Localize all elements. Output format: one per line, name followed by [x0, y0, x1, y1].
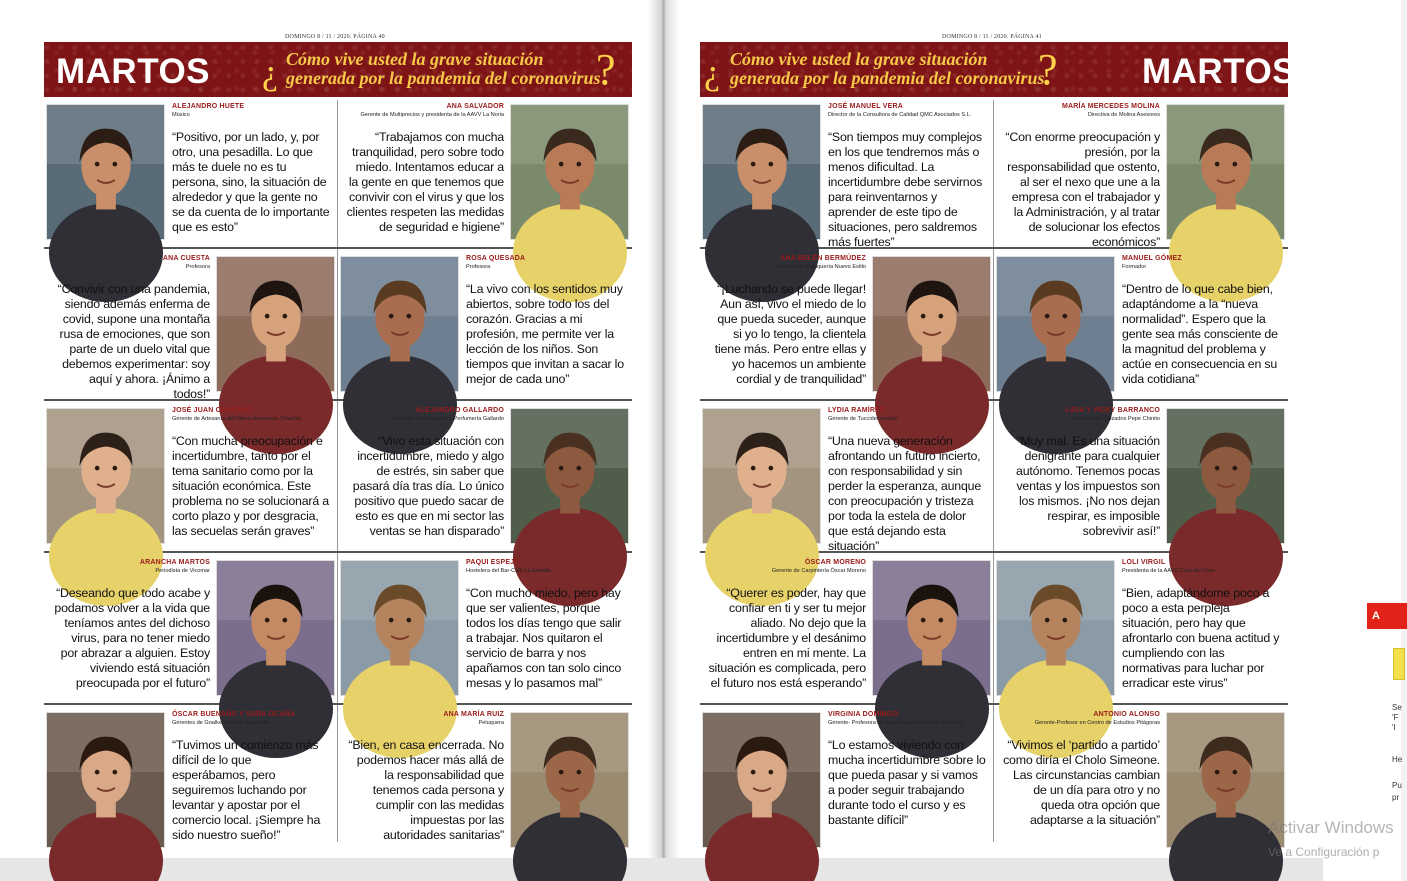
person-role: Hostelera del Bar-Café La Estrella — [466, 568, 551, 574]
person-role: Directiva de Molina Asesores — [1087, 112, 1160, 118]
portrait-photo — [1166, 408, 1285, 544]
person-name: ANA SALVADOR — [446, 103, 504, 110]
person-role: Gerente de Droguería y Perfumería Gallardo — [393, 416, 504, 422]
portrait-photo — [510, 104, 629, 240]
portrait-photo — [872, 256, 991, 392]
portrait-photo — [996, 256, 1115, 392]
portrait-photo — [46, 712, 165, 848]
person-name: PAQUI ESPEJO — [466, 559, 521, 566]
person-role: Gerente de Carpintería Óscar Moreno — [771, 568, 866, 574]
person-role: Gerente de Tuccidecoración — [828, 416, 898, 422]
antivirus-logo: A — [1372, 610, 1380, 622]
portrait-photo — [46, 104, 165, 240]
question-open-mark: ¿ — [262, 52, 278, 92]
person-role: Periodista de Vicomar — [155, 568, 210, 574]
person-role: Gerente de Artesanía del Hierro Hermanos Chaichio — [172, 416, 302, 422]
testimonial-card — [994, 708, 1288, 860]
banner-question-line2: generada por la pandemia del coronavirus — [730, 68, 1045, 88]
side-text-line: Pu — [1392, 781, 1402, 790]
question-open-mark: ¿ — [704, 52, 720, 92]
testimonial-quote: “Convivir con una pandemia, siendo además enferma de covid, supone una montaña rusa de emociones, que son parte de un duelo vital que debemos experimentar: soy aquí y ahora. ¡Ánimo a todos!” — [57, 282, 210, 401]
portrait-photo — [702, 408, 821, 544]
side-text-line: pr — [1392, 793, 1400, 802]
testimonial-card — [338, 556, 632, 708]
testimonial-card — [44, 100, 338, 252]
portrait-photo — [46, 408, 165, 544]
portrait-photo — [996, 560, 1115, 696]
person-role: Músico — [172, 112, 190, 118]
person-name: LOLI VIRGIL — [1122, 559, 1166, 566]
person-name: ALEJANDRO GALLARDO — [415, 407, 504, 414]
testimonial-quote: “Querer es poder, hay que confiar en ti y ser tu mejor aliado. No dejo que la incertidumbre y el desánimo entren en mi mente. La situación es complicada, pero el futuro nos está esperando” — [708, 586, 866, 690]
person-name: LYDIA RAMÍREZ — [828, 407, 885, 414]
testimonial-card — [700, 100, 994, 252]
side-notification-panel — [1323, 0, 1401, 881]
person-name: MANUEL GÓMEZ — [1122, 255, 1182, 262]
testimonial-quote: “Vivimos el ‘partido a partido’ como diría el Cholo Simeone. Las circunstancias cambian de un día para otro y no queda otra opción que adaptarse a la situación” — [1003, 738, 1160, 827]
person-name: ÓSCAR BUENAÑO Y SARA OCAÑA — [172, 711, 296, 718]
testimonial-card — [338, 708, 632, 860]
person-name: ANA MARÍA RUIZ — [443, 711, 504, 718]
activate-windows-subtitle: Ve a Configuración p — [1268, 845, 1380, 859]
testimonial-quote: “Son tiempos muy complejos en los que tendremos más o menos dificultad. La incertidumbre debe servirnos para reinventarnos y aprender de este tipo de situaciones, pero saldremos más fuertes” — [828, 130, 983, 249]
banner-question-line2: generada por la pandemia del coronavirus — [286, 68, 601, 88]
testimonial-quote: “¡Luchando se puede llegar! Aun así, vivo el miedo de lo que pueda suceder, aunque si yo lo tengo, la clientela tiene más. Pero entre ellas y yo hacemos un ambiente cordial y de tranquilidad” — [714, 282, 866, 386]
banner-question-line1: Cómo vive usted la grave situación — [286, 49, 544, 69]
testimonial-quote: “Con mucho miedo, pero hay que ser valientes, porque todos los días tengo que salir a trabajar. Nos quitaron el servicio de barra y nos apañamos con tan solo cinco mesas y lo pasamos mal” — [466, 586, 622, 690]
person-name: VIRGINIA DOMINGO — [828, 711, 899, 718]
side-text-line: He — [1392, 755, 1403, 764]
portrait-photo — [216, 560, 335, 696]
testimonial-card — [338, 252, 632, 404]
portrait-photo — [702, 104, 821, 240]
testimonial-card — [338, 404, 632, 556]
testimonial-quote: “Tuvimos un comienzo más difícil de lo que esperábamos, pero seguiremos luchando por levantar y apostar por el comercio local. ¡Siempre ha sido nuestro sueño!” — [172, 738, 321, 842]
portrait-photo — [510, 408, 629, 544]
person-role: Gerentes de Calzados Pepe Chinito — [1070, 416, 1160, 422]
person-role: Presidenta de la AAVV Cruz del Lloro — [1122, 568, 1215, 574]
testimonial-card — [994, 556, 1288, 708]
testimonial-card — [700, 708, 994, 860]
testimonial-quote: “Bien, adaptándome poco a poco a esta perpleja situación, pero hay que afrontarlo con buena actitud y cumpliendo con las normativas para luchar por erradicar este virus” — [1122, 586, 1280, 690]
person-role: Gerente- Profesora en Academia de Idiomas Oh La La — [828, 720, 964, 726]
dateline: DOMINGO 8 / 11 / 2020. PÁGINA 41 — [942, 34, 1042, 40]
testimonial-quote: “Con mucha preocupación e incertidumbre, tanto por el tema sanitario como por la situación económica. Este problema no se solucionará a corto plazo y por desgracia, las secuelas serán graves” — [172, 434, 329, 538]
person-role: Gerente-Profesor en Centro de Estudios Pitágoras — [1034, 720, 1160, 726]
testimonial-quote: “Con enorme preocupación y presión, por la responsabilidad que ostento, al ser el nexo que une a la empresa con el trabajador y la Administración, y al tratar de solucionar los efectos económicos” — [1005, 130, 1160, 249]
portrait-photo — [216, 256, 335, 392]
person-role: Formador — [1122, 264, 1147, 270]
portrait-photo — [510, 712, 629, 848]
person-name: ANTONIO ALONSO — [1093, 711, 1160, 718]
viewer-background — [0, 858, 1323, 881]
testimonial-card — [994, 252, 1288, 404]
person-name: ANA BELÉN BERMÚDEZ — [780, 255, 866, 262]
testimonial-card — [700, 404, 994, 556]
person-role: Profesora — [466, 264, 491, 270]
person-role: Profesora — [185, 264, 210, 270]
portrait-photo — [872, 560, 991, 696]
testimonial-quote: “Una nueva generación afrontando un futuro incierto, con responsabilidad y sin perder la esperanza, aunque con preocupación y tristeza por toda la estela de dolor que está dejando esta situación” — [828, 434, 982, 553]
person-role: Gerente de Peluquería Nuevo Estilo — [776, 264, 866, 270]
portrait-photo — [702, 712, 821, 848]
banner-town: MARTOS — [56, 52, 211, 91]
person-name: ANA CUESTA — [162, 255, 210, 262]
banner-town: MARTOS — [1142, 52, 1297, 91]
testimonial-quote: “Lo estamos viviendo con mucha incertidumbre sobre lo que pueda pasar y si vamos a poder seguir trabajando durante todo el curso y es bastante difícil” — [828, 738, 986, 827]
dateline: DOMINGO 8 / 11 / 2020. PÁGINA 40 — [285, 34, 385, 40]
testimonial-card — [338, 100, 632, 252]
testimonial-quote: “Muy mal. Es una situación denigrante para cualquier autónomo. Tenemos pocas ventas y los impuestos son los mismos. ¡No nos dejan respirar, es imposible sobrevivir así!” — [1016, 434, 1160, 538]
person-name: JOSÉ MANUEL VERA — [828, 103, 904, 110]
testimonial-quote: “La vivo con los sentidos muy abiertos, sobre todo los del corazón. Gracias a mi profesión, me permite ver la lección de los niños. Son tiempos que invitan a sacar lo mejor de cada uno” — [466, 282, 624, 386]
testimonial-card — [994, 100, 1288, 252]
testimonial-quote: “Dentro de lo que cabe bien, adaptándome a la “nueva normalidad”. Espero que la gente sea más consciente de la magnitud del problema y actúe en consecuencia en su vida cotidiana” — [1122, 282, 1278, 386]
testimonial-card — [44, 404, 338, 556]
antivirus-action-button[interactable] — [1393, 648, 1405, 680]
section-banner — [44, 42, 632, 97]
person-name: JOSÉ JUAN CHAICHIO — [172, 407, 252, 414]
person-name: ALEJANDRO HUETE — [172, 103, 245, 110]
testimonial-card — [44, 252, 338, 404]
testimonial-card — [44, 556, 338, 708]
portrait-photo — [340, 256, 459, 392]
side-text-line: 'I — [1392, 723, 1396, 732]
section-banner — [700, 42, 1297, 97]
testimonial-card — [700, 252, 994, 404]
testimonial-quote: “Positivo, por un lado, y, por otro, una pesadilla. Lo que más te duele no es tu persona, sino, la situación de alrededor y que la gente no se da cuenta de lo importante que es esto” — [172, 130, 330, 234]
antivirus-header[interactable] — [1367, 603, 1407, 629]
question-close-mark: ? — [1038, 45, 1058, 94]
person-name: LIDIA Y VICKY BARRANCO — [1065, 407, 1160, 414]
person-name: ÓSCAR MORENO — [804, 559, 866, 566]
testimonial-quote: “Vivo esta situación con incertidumbre, miedo y algo de estrés, sin saber que pasará día tras día. Lo único positivo que puedo sacar de esto es que en mi sector las ventas se han disparado” — [352, 434, 504, 538]
person-name: MARÍA MERCEDES MOLINA — [1061, 103, 1160, 110]
person-role: Gerentes de Goalkers tienda deportiva — [172, 720, 269, 726]
testimonial-card — [994, 404, 1288, 556]
person-role: Peluquera — [478, 720, 504, 726]
question-close-mark: ? — [596, 45, 616, 94]
testimonial-quote: “Deseando que todo acabe y podamos volver a la vida que teníamos antes del dichoso virus, para no tener miedo por abrazar a alguien. Estoy viviendo está situación preocupada por el futuro” — [54, 586, 210, 690]
testimonial-card — [44, 708, 338, 860]
activate-windows-watermark: Activar Windows — [1268, 818, 1394, 837]
banner-question-line1: Cómo vive usted la grave situación — [730, 49, 988, 69]
person-role: Gerente de Multiprecios y presidenta de la AAVV La Noria — [360, 112, 504, 118]
person-role: Director de la Consultora de Calidad QMC Asociados S.L. — [828, 112, 972, 118]
testimonial-card — [700, 556, 994, 708]
person-name: ARANCHA MARTOS — [139, 559, 210, 566]
portrait-photo — [340, 560, 459, 696]
side-text-line: 'F — [1392, 713, 1399, 722]
testimonial-quote: “Bien, en casa encerrada. No podemos hacer más allá de la responsabilidad que tenemos cada persona y cumplir con las medidas impuestas por las autoridades sanitarias” — [348, 738, 504, 842]
testimonial-quote: “Trabajamos con mucha tranquilidad, pero sobre todo miedo. Intentamos educar a la gente en que tenemos que convivir con el virus y que los clientes respeten las medidas de seguridad e higiene” — [346, 130, 504, 234]
side-text-line: Se — [1392, 703, 1402, 712]
page-gutter-shadow — [648, 0, 680, 881]
portrait-photo — [1166, 104, 1285, 240]
person-name: ROSA QUESADA — [466, 255, 526, 262]
